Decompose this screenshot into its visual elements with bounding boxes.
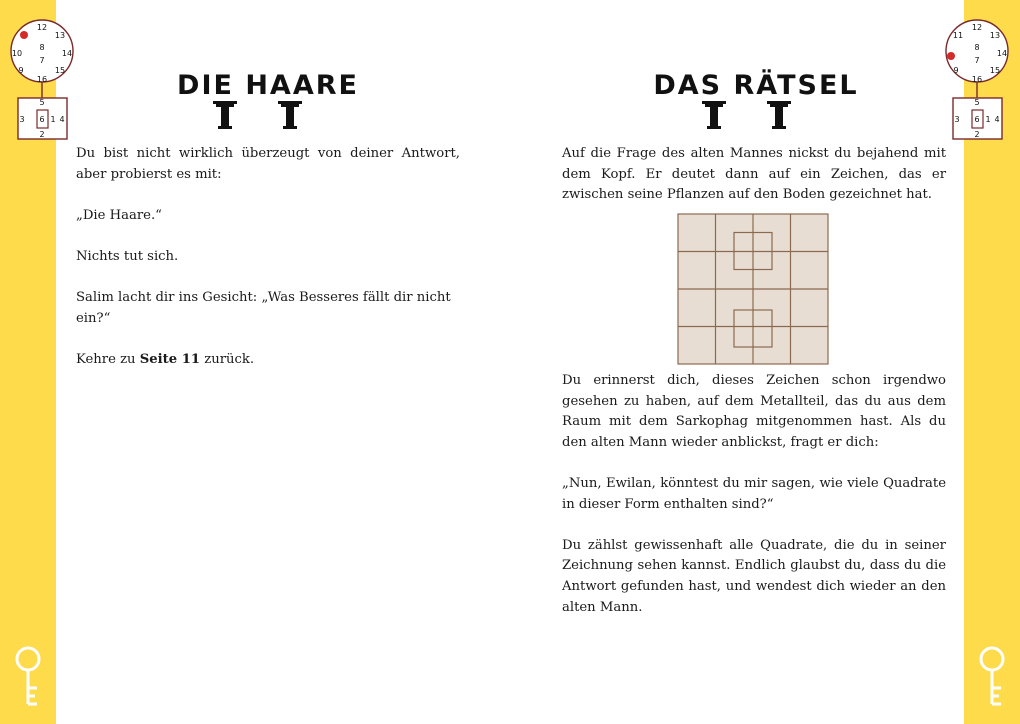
map-number: 15 [54, 66, 66, 75]
map-number: 3 [954, 115, 960, 124]
text-span: Kehre zu [76, 351, 140, 367]
pillar-icon [213, 101, 323, 129]
map-number: 16 [971, 75, 983, 84]
page-number: 64 [21, 652, 35, 663]
page-title: DIE HAARE [177, 70, 359, 101]
map-number: 8 [39, 43, 45, 52]
page-title: DAS RÄTSEL [653, 70, 859, 101]
map-number: 12 [971, 23, 983, 32]
paragraph: Auf die Frage des alten Mannes nickst du bejahend mit dem Kopf. Er deutet dann auf ein Zeichen, das er zwischen seine Pflanzen auf den Boden gezeichnet hat. [562, 146, 946, 203]
map-number: 14 [61, 49, 73, 58]
map-icon [7, 18, 77, 143]
square-grid-figure [677, 213, 829, 365]
map-number: 4 [59, 115, 65, 124]
paragraph: Du bist nicht wirklich überzeugt von deiner Antwort, aber probierst es mit: [76, 146, 460, 182]
map-number: 10 [11, 49, 23, 58]
map-number: 7 [974, 56, 980, 65]
paragraph: Du zählst gewissenhaft alle Quadrate, die du in seiner Zeichnung sehen kannst. Endlich glaubst du, dass du die Antwort gefunden hast, und wendest dich wieder an den alten Mann. [562, 537, 946, 615]
map-number: 5 [974, 98, 980, 107]
current-position-dot [20, 31, 28, 39]
current-position-dot [947, 52, 955, 60]
map-number: 4 [994, 115, 1000, 124]
page-number: 65 [985, 652, 999, 663]
map-number: 1 [985, 115, 991, 124]
map-number: 13 [54, 31, 66, 40]
key-icon [977, 646, 1007, 708]
paragraph: „Die Haare.“ [76, 207, 162, 223]
pillar-icon [702, 101, 812, 129]
paragraph: „Nun, Ewilan, könntest du mir sagen, wie viele Quadrate in dieser Form enthalten sind?“ [562, 475, 946, 512]
page-reference-link[interactable]: Seite 11 [139, 351, 201, 367]
map-number: 9 [18, 66, 24, 75]
right-page-body [562, 371, 946, 639]
map-number: 7 [39, 56, 45, 65]
map-number: 15 [989, 66, 1001, 75]
text-span: zurück. [200, 351, 255, 367]
paragraph: Du erinnerst dich, dieses Zeichen schon irgendwo gesehen zu haben, auf dem Metallteil, das du aus dem Raum mit dem Sarkophag mitgenommen hast. Als du den alten Mann wieder anblickst, fragt er dich: [562, 373, 946, 450]
map-number: 2 [974, 130, 980, 139]
paragraph [76, 350, 460, 371]
map-number: 6 [974, 115, 980, 124]
key-icon [13, 646, 43, 708]
paragraph: Nichts tut sich. [76, 248, 179, 264]
map-icon [942, 18, 1012, 143]
map-number: 2 [39, 130, 45, 139]
map-number: 11 [952, 31, 964, 40]
map-number: 6 [39, 115, 45, 124]
map-number: 8 [974, 43, 980, 52]
paragraph: Salim lacht dir ins Gesicht: „Was Besseres fällt dir nicht ein?“ [76, 290, 451, 326]
map-number: 16 [36, 75, 48, 84]
map-number: 13 [989, 31, 1001, 40]
left-page-body [76, 144, 460, 391]
map-number: 1 [50, 115, 56, 124]
map-number: 12 [36, 23, 48, 32]
map-number: 9 [953, 66, 959, 75]
map-number: 3 [19, 115, 25, 124]
map-number: 14 [996, 49, 1008, 58]
map-number: 5 [39, 98, 45, 107]
